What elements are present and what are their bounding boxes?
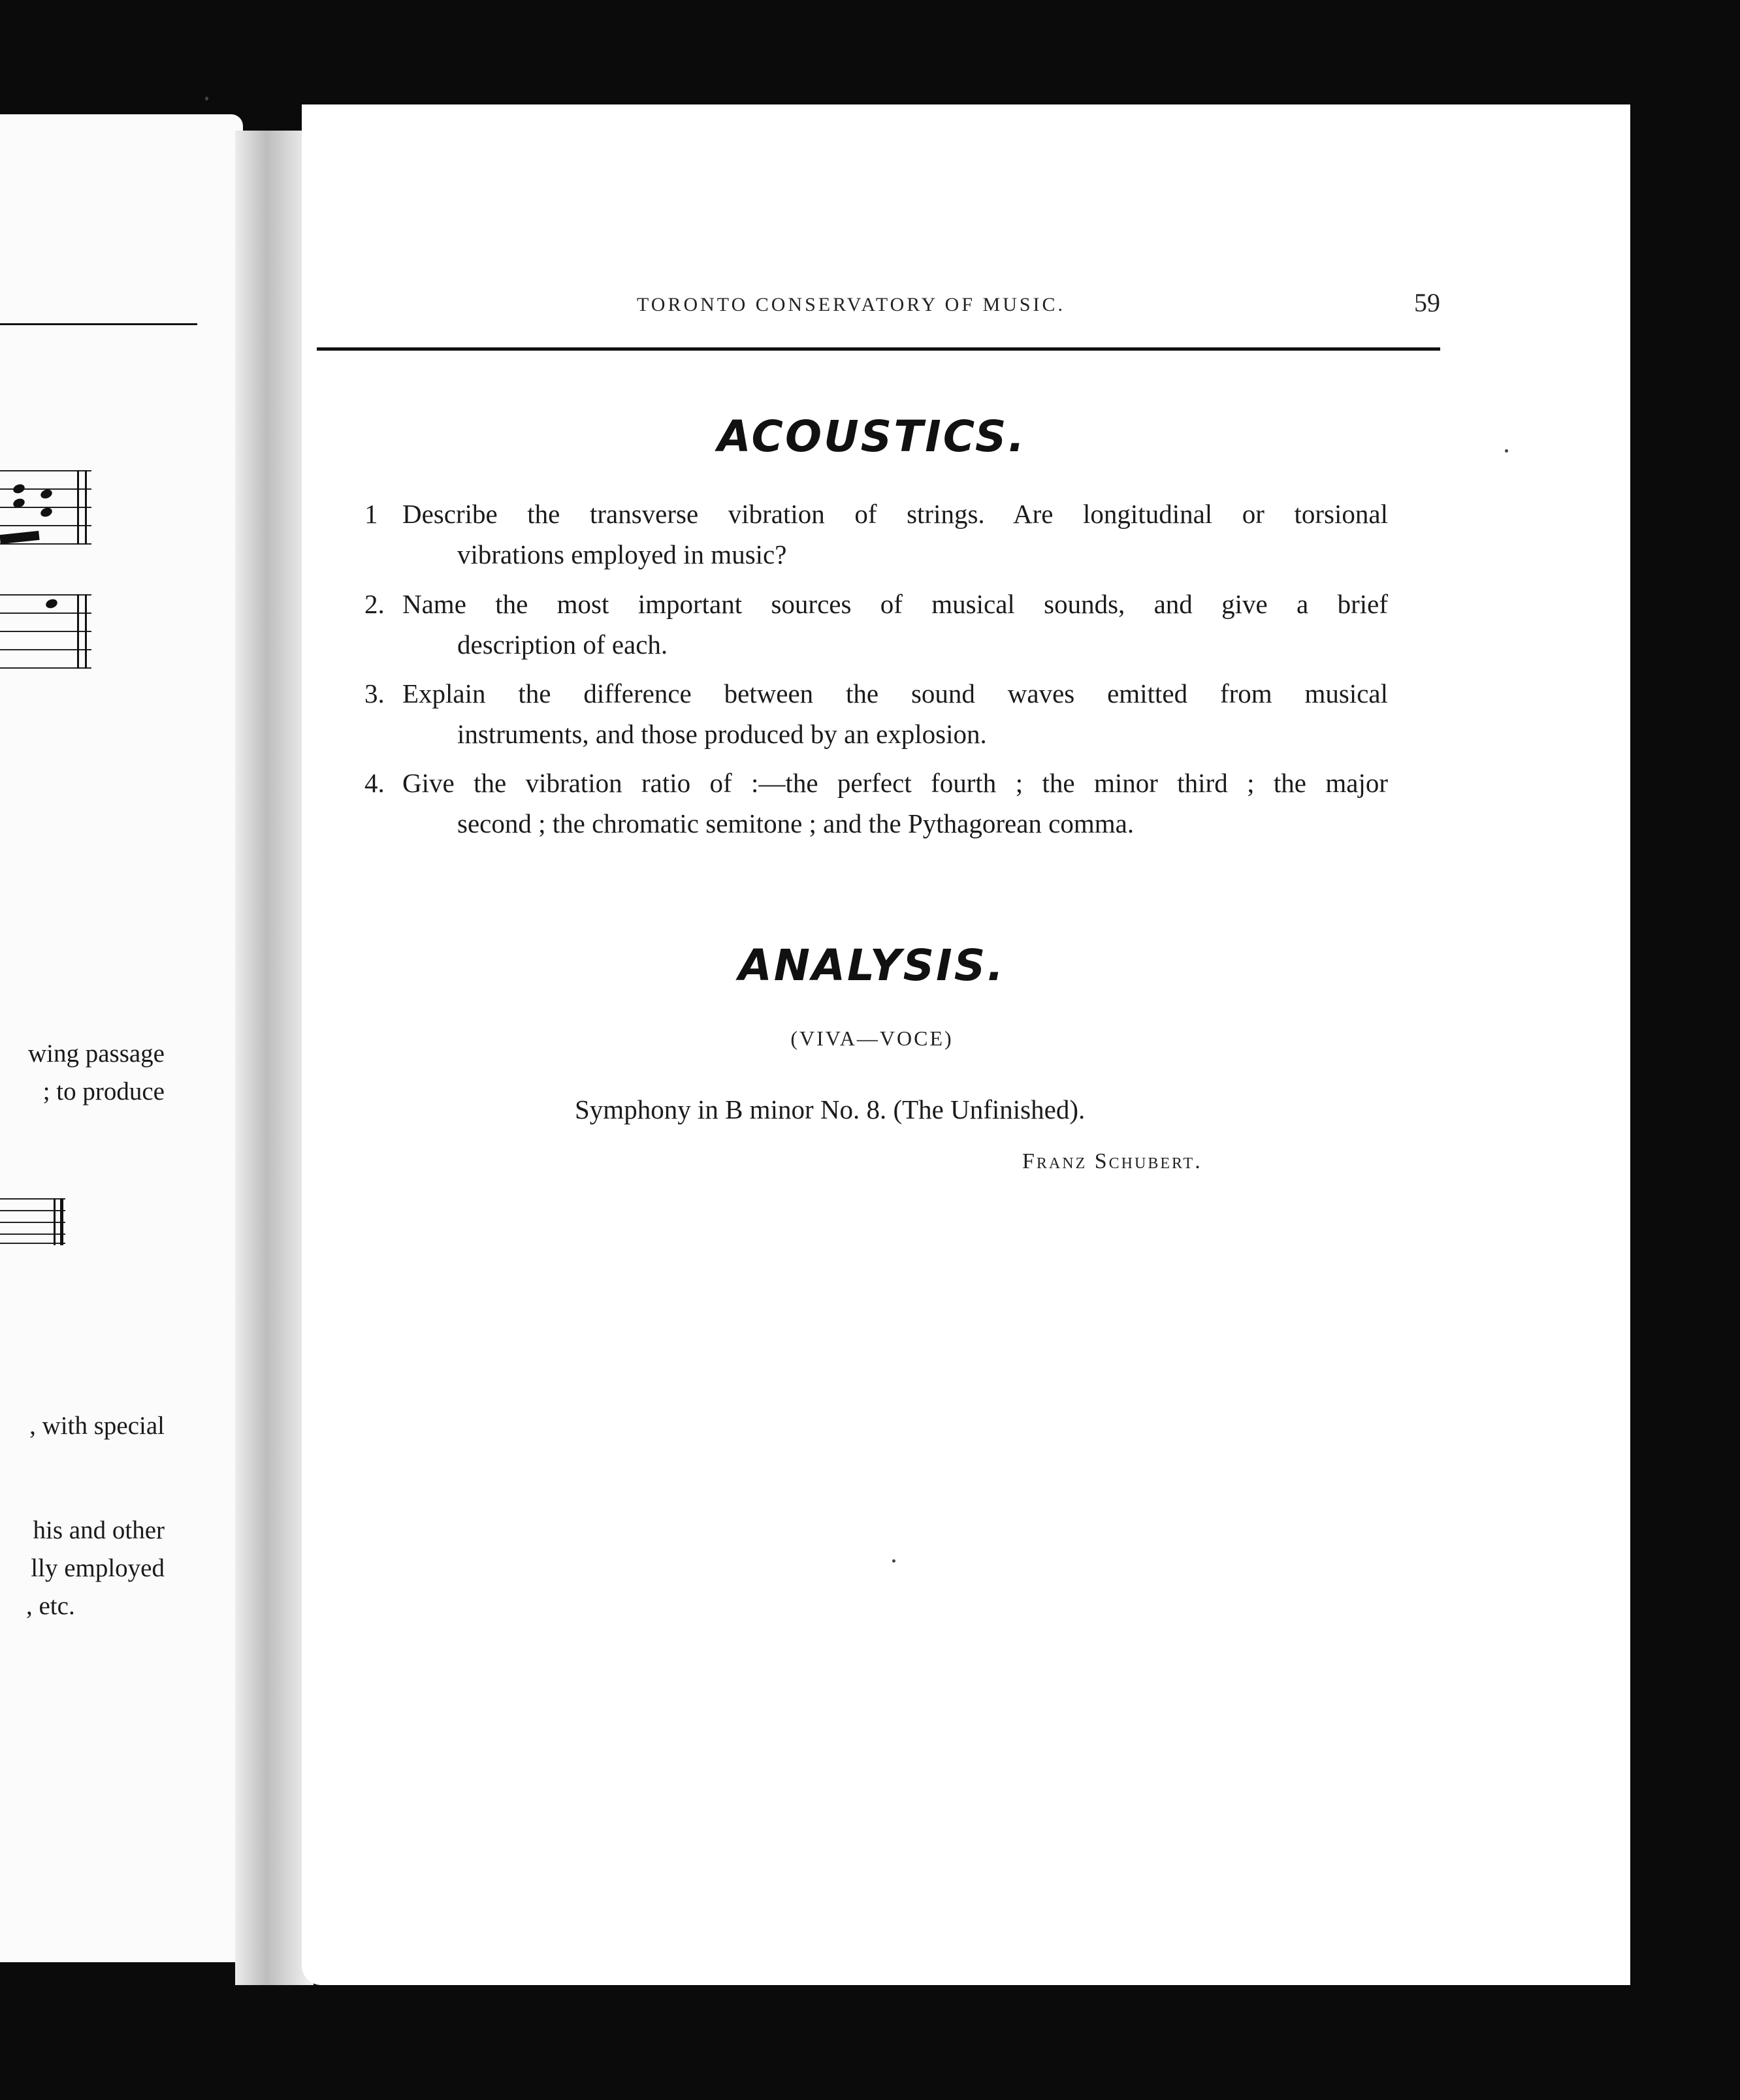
question-text-line1: Give the vibration ratio of :—the perfect fourth ; the minor third ; the major — [402, 768, 1388, 798]
scan-speck — [205, 97, 208, 101]
analysis-work: Symphony in B minor No. 8. (The Unfinished). — [575, 1094, 1086, 1124]
question-text-line1: Name the most important sources of musical sounds, and give a brief — [402, 589, 1388, 619]
music-staff-end — [0, 1198, 65, 1244]
analysis-heading: ANALYSIS. — [738, 940, 1006, 991]
left-text-line: lly employed — [31, 1554, 165, 1582]
question-text-line1: Describe the transverse vibration of strings. Are longitudinal or torsional — [402, 499, 1388, 529]
music-staff-top — [0, 470, 91, 549]
page-number: 59 — [1414, 288, 1440, 317]
question-text-line2: second ; the chromatic semitone ; and the Pythagorean comma. — [457, 808, 1135, 838]
scan-speck — [1505, 449, 1508, 453]
question-text-line2: vibrations employed in music? — [457, 539, 787, 569]
left-text-line: his and other — [33, 1516, 165, 1544]
analysis-subtitle: (VIVA—VOCE) — [790, 1026, 954, 1050]
question-item — [366, 763, 1388, 844]
acoustics-heading: ACOUSTICS. — [717, 411, 1027, 462]
left-text-line: ; to produce — [42, 1077, 165, 1106]
music-staff-bottom — [0, 594, 91, 673]
question-item — [366, 494, 1388, 575]
analysis-composer: Franz Schubert. — [1022, 1149, 1202, 1173]
question-item — [366, 584, 1388, 665]
running-header — [317, 287, 1440, 326]
header-rule — [317, 347, 1440, 351]
scan-speck — [892, 1559, 895, 1563]
left-text-line: , with special — [29, 1412, 165, 1440]
question-number: 4. — [364, 768, 385, 798]
left-text-line: wing passage — [27, 1040, 165, 1068]
question-text-line2: description of each. — [457, 629, 668, 660]
left-text-line: , etc. — [26, 1592, 75, 1620]
question-text-line1: Explain the difference between the sound waves emitted from musical — [402, 678, 1388, 708]
question-number: 2. — [364, 589, 385, 619]
question-number: 3. — [364, 678, 385, 708]
question-item — [366, 673, 1388, 754]
question-text-line2: instruments, and those produced by an explosion. — [457, 719, 987, 749]
left-page — [0, 114, 243, 1962]
running-header-title: TORONTO CONSERVATORY OF MUSIC. — [637, 294, 1066, 315]
left-page-header-rule — [0, 323, 197, 325]
question-number: 1 — [364, 499, 378, 529]
